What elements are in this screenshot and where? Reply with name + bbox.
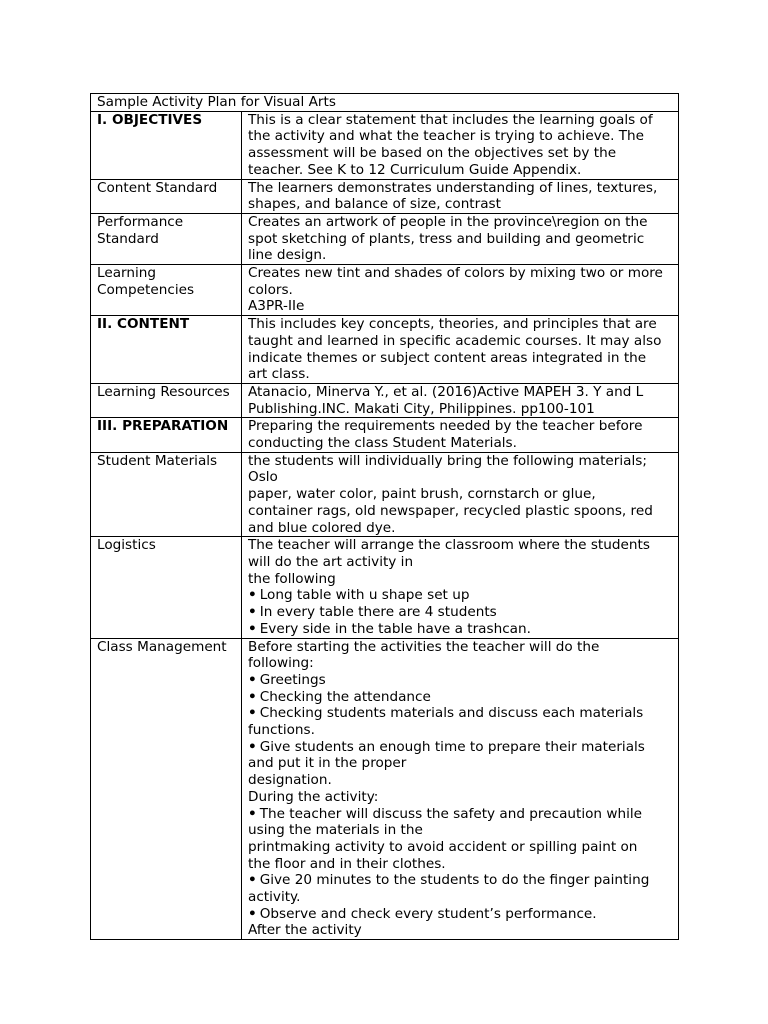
content-line: and blue colored dye.	[248, 519, 396, 536]
content-line: After the activity	[248, 922, 362, 939]
content-line: Atanacio, Minerva Y., et al. (2016)Active MAPEH 3. Y and L	[248, 383, 644, 400]
content-line: colors.	[248, 281, 293, 298]
content-line: Before starting the activities the teacher will do the	[248, 638, 600, 655]
content-line: paper, water color, paint brush, cornstarch or glue,	[248, 486, 596, 503]
table-row	[91, 316, 679, 384]
row-label: Learning Competencies	[91, 265, 242, 316]
bullet-item: • Long table with u shape set up	[248, 587, 674, 604]
row-label: Learning Resources	[91, 383, 242, 417]
bullet-item: • Checking students materials and discuss each materials	[248, 705, 674, 722]
table-row	[91, 638, 679, 940]
content-line: and put it in the proper	[248, 755, 407, 772]
row-label: Student Materials	[91, 452, 242, 537]
row-label: III. PREPARATION	[91, 418, 242, 452]
row-content	[242, 316, 679, 384]
row-label: Performance Standard	[91, 213, 242, 264]
row-content	[242, 418, 679, 452]
row-content	[242, 452, 679, 537]
content-line: printmaking activity to avoid accident or spilling paint on	[248, 838, 638, 855]
bullet-item: • Greetings	[248, 672, 674, 689]
content-line: During the activity:	[248, 788, 379, 805]
content-line: taught and learned in specific academic courses. It may also	[248, 332, 662, 349]
row-content	[242, 265, 679, 316]
table-title: Sample Activity Plan for Visual Arts	[91, 94, 679, 112]
content-line: indicate themes or subject content areas integrated in the	[248, 349, 647, 366]
row-label: Logistics	[91, 537, 242, 638]
table-row	[91, 418, 679, 452]
activity-plan-table	[90, 93, 679, 940]
row-label: Content Standard	[91, 179, 242, 213]
content-line: The learners demonstrates understanding of lines, textures,	[248, 179, 658, 196]
row-content	[242, 537, 679, 638]
content-line: spot sketching of plants, tress and building and geometric	[248, 230, 645, 247]
content-line: Publishing.INC. Makati City, Philippines. pp100-101	[248, 400, 595, 417]
content-line: the students will individually bring the following materials;	[248, 452, 647, 469]
content-line: container rags, old newspaper, recycled plastic spoons, red	[248, 502, 653, 519]
content-line: This includes key concepts, theories, and principles that are	[248, 316, 657, 333]
content-line: conducting the class Student Materials.	[248, 435, 517, 452]
content-line: The teacher will arrange the classroom where the students	[248, 537, 650, 554]
bullet-item: • Give students an enough time to prepare their materials	[248, 739, 674, 756]
content-line: functions.	[248, 722, 315, 739]
content-line: following:	[248, 655, 314, 672]
bullet-item: • The teacher will discuss the safety and precaution while	[248, 806, 674, 823]
bullet-item: • Checking the attendance	[248, 689, 674, 706]
content-line: line design.	[248, 247, 327, 264]
table-row	[91, 383, 679, 417]
row-content	[242, 383, 679, 417]
table-row	[91, 265, 679, 316]
content-line: activity.	[248, 889, 301, 906]
row-label: Class Management	[91, 638, 242, 940]
bullet-item: • Observe and check every student’s performance.	[248, 906, 674, 923]
content-line: the floor and in their clothes.	[248, 855, 446, 872]
content-line: shapes, and balance of size, contrast	[248, 196, 501, 213]
content-line: Preparing the requirements needed by the teacher before	[248, 418, 643, 435]
content-line: will do the art activity in	[248, 553, 414, 570]
content-line: designation.	[248, 772, 332, 789]
row-content	[242, 213, 679, 264]
table-row	[91, 213, 679, 264]
bullet-item: • Every side in the table have a trashcan.	[248, 621, 674, 638]
content-line: Creates new tint and shades of colors by mixing two or more	[248, 265, 663, 282]
table-row	[91, 179, 679, 213]
row-content	[242, 638, 679, 940]
content-line: Oslo	[248, 469, 278, 486]
table-row	[91, 452, 679, 537]
bullet-item: • Give 20 minutes to the students to do the finger painting	[248, 872, 674, 889]
row-label: II. CONTENT	[91, 316, 242, 384]
bullet-item: • In every table there are 4 students	[248, 604, 674, 621]
table-row	[91, 111, 679, 179]
content-line: This is a clear statement that includes the learning goals of	[248, 111, 653, 128]
content-line: the following	[248, 570, 336, 587]
row-content	[242, 179, 679, 213]
content-line: assessment will be based on the objectives set by the	[248, 145, 617, 162]
row-content	[242, 111, 679, 179]
content-line: Creates an artwork of people in the province\region on the	[248, 213, 648, 230]
table-row	[91, 537, 679, 638]
content-line: using the materials in the	[248, 822, 423, 839]
content-line: A3PR-IIe	[248, 298, 305, 315]
content-line: art class.	[248, 366, 310, 383]
table-title-row	[91, 94, 679, 112]
content-line: the activity and what the teacher is trying to achieve. The	[248, 128, 645, 145]
content-line: teacher. See K to 12 Curriculum Guide Appendix.	[248, 161, 582, 178]
row-label: I. OBJECTIVES	[91, 111, 242, 179]
